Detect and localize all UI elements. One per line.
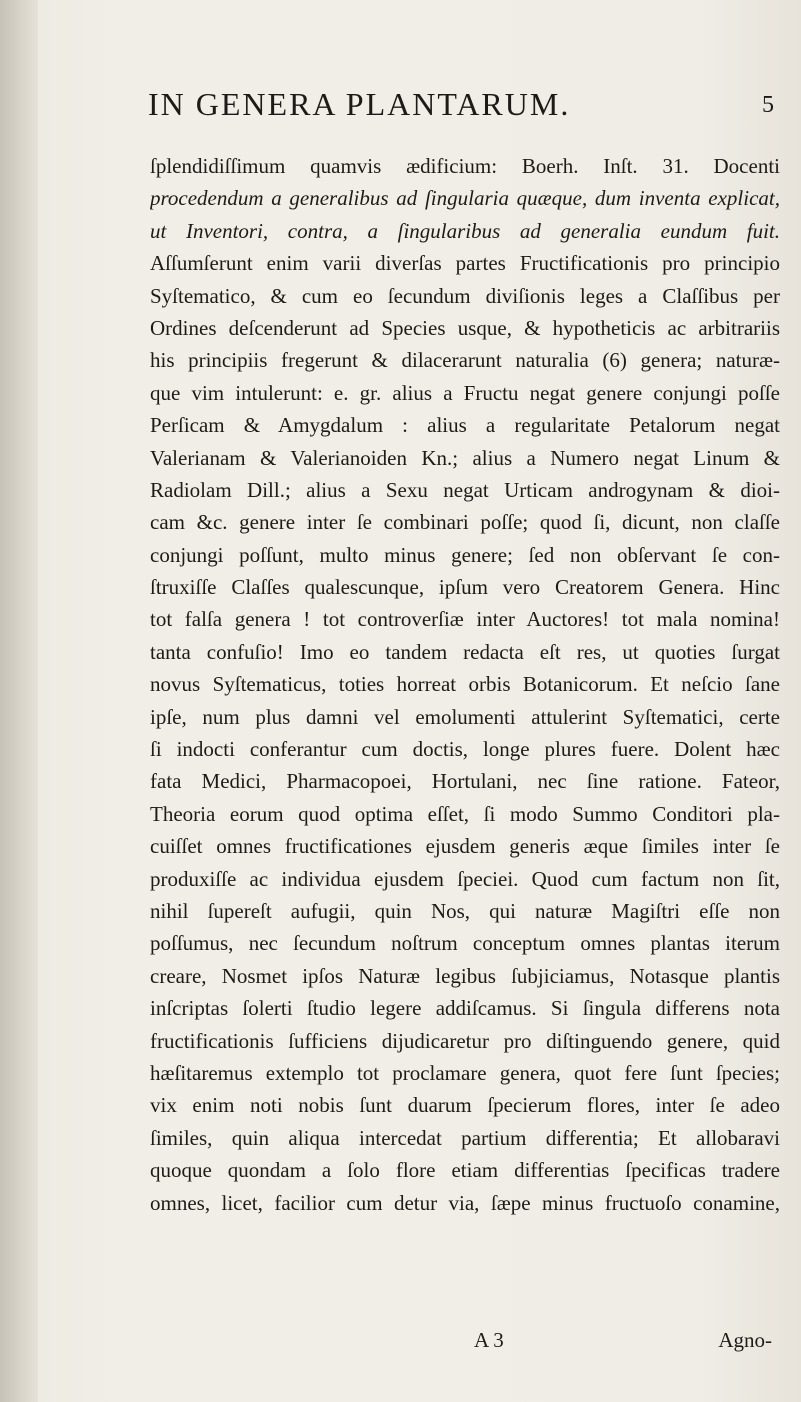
signature-mark: A 3 (474, 1328, 504, 1352)
text-line: procedendum a generalibus ad ſingularia quæque, dum inventa explicat, (150, 186, 780, 211)
text-line: Radiolam Dill.; alius a Sexu negat Urticam androgynam & dioi- (150, 477, 780, 502)
text-line: fructificationis ſufficiens dijudicaretur pro diſtinguendo genere, quid (150, 1028, 780, 1053)
page-number: 5 (762, 92, 774, 118)
text-line: creare, Nosmet ipſos Naturæ legibus ſubjiciamus, Notasque plantis (150, 963, 780, 988)
text-line: cuiſſet omnes fructificationes ejusdem generis æque ſimiles inter ſe (150, 834, 780, 859)
text-line: Valerianam & Valerianoiden Kn.; alius a Numero negat Linum & (150, 445, 780, 470)
text-line: ſplendidiſſimum quamvis ædificium: Boerh. Inſt. 31. Docenti (150, 154, 780, 178)
text-line: hæſitaremus extemplo tot proclamare genera, quot fere ſunt ſpecies; (150, 1060, 780, 1085)
text-line: ſimiles, quin aliqua intercedat partium differentia; Et allobaravi (150, 1125, 780, 1150)
text-line: Theoria eorum quod optima eſſet, ſi modo Summo Conditori pla- (150, 801, 780, 826)
text-line: poſſumus, nec ſecundum noſtrum conceptum omnes plantas iterum (150, 931, 780, 956)
text-line: vix enim noti nobis ſunt duarum ſpecierum flores, inter ſe adeo (150, 1093, 780, 1118)
text-line: inſcriptas ſolerti ſtudio legere addiſcamus. Si ſingula differens nota (150, 996, 780, 1021)
text-line: ſi indocti conferantur cum doctis, longe plures fuere. Dolent hæc (150, 737, 780, 762)
text-line: tanta confuſio! Imo eo tandem redacta eſt res, ut quoties ſurgat (150, 639, 780, 664)
text-line: nihil ſupereſt aufugii, quin Nos, qui naturæ Magiſtri eſſe non (150, 898, 780, 923)
text-line: tot falſa genera ! tot controverſiæ inter Auctores! tot mala nomina! (150, 607, 780, 632)
text-line: que vim intulerunt: e. gr. alius a Fructu negat genere conjungi poſſe (150, 380, 780, 405)
text-line: Syſtematico, & cum eo ſecundum diviſionis leges a Claſſibus per (150, 283, 780, 308)
text-line: quoque quondam a ſolo flore etiam differentias ſpecificas tradere (150, 1158, 780, 1183)
text-line: omnes, licet, facilior cum detur via, ſæpe minus fructuoſo conamine, (150, 1190, 780, 1215)
page-footer (150, 1328, 780, 1364)
catchword: Agno- (718, 1328, 772, 1352)
running-title: IN GENERA PLANTARUM. (148, 86, 571, 122)
text-line: Perſicam & Amygdalum : alius a regularitate Petalorum negat (150, 413, 780, 438)
page-gutter-edge (0, 0, 38, 1402)
text-line: cam &c. genere inter ſe combinari poſſe; quod ſi, dicunt, non claſſe (150, 510, 780, 535)
text-line: novus Syſtematicus, toties horreat orbis Botanicorum. Et neſcio ſane (150, 672, 780, 697)
text-line: fata Medici, Pharmacopoei, Hortulani, nec ſine ratione. Fateor, (150, 769, 780, 794)
text-line: ut Inventori, contra, a ſingularibus ad generalia eundum fuit. (150, 218, 780, 243)
text-line: his principiis fregerunt & dilacerarunt naturalia (6) genera; naturæ- (150, 348, 780, 373)
text-line: produxiſſe ac individua ejusdem ſpeciei. Quod cum factum non ſit, (150, 866, 780, 891)
body-text (150, 150, 780, 1219)
text-line: conjungi poſſunt, multo minus genere; ſed non obſervant ſe con- (150, 542, 780, 567)
text-line: Ordines deſcenderunt ad Species usque, & hypotheticis ac arbitrariis (150, 315, 780, 340)
text-line: Aſſumſerunt enim varii diverſas partes Fructificationis pro principio (150, 251, 780, 276)
text-line: ipſe, num plus damni vel emolumenti attulerint Syſtematici, certe (150, 704, 780, 729)
text-line: ſtruxiſſe Claſſes qualescunque, ipſum vero Creatorem Genera. Hinc (150, 575, 780, 600)
